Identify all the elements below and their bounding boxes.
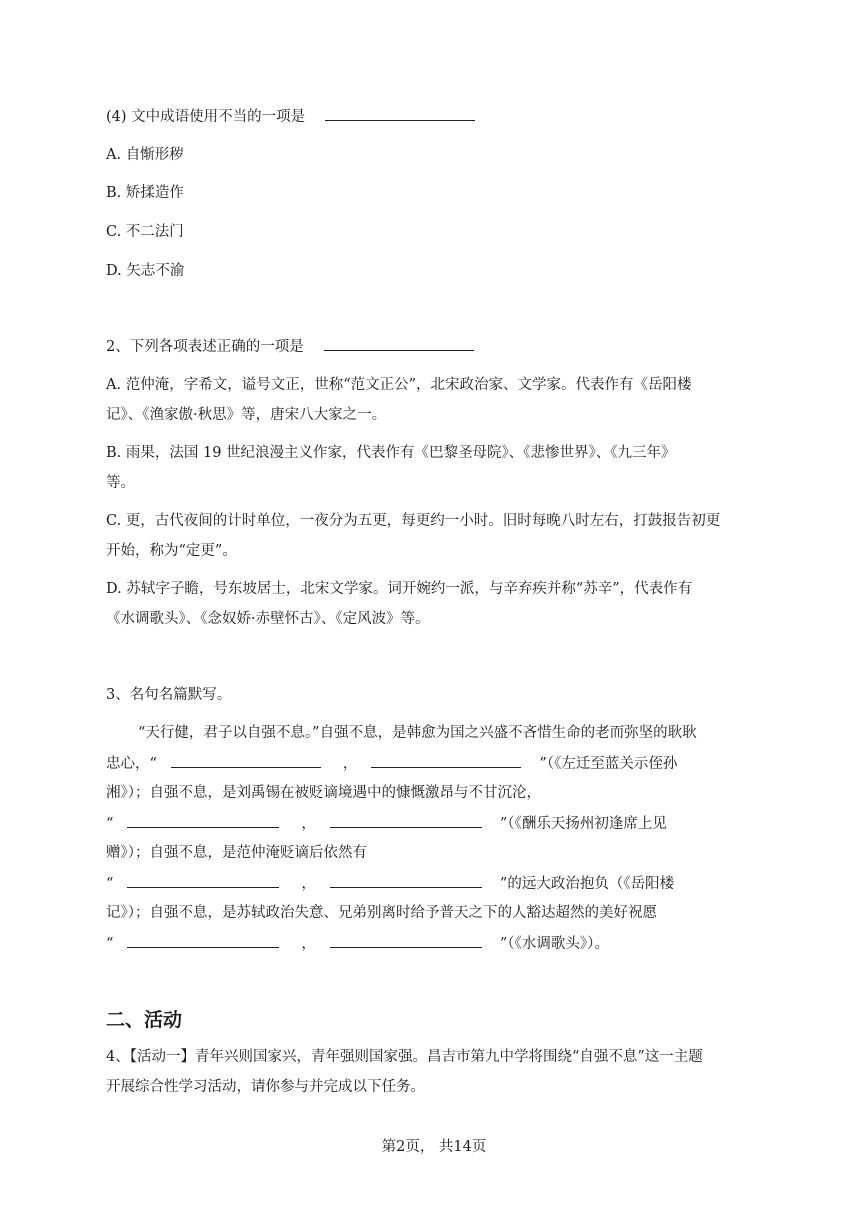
q2-option-b-line1: B. 雨果，法国 19 世纪浪漫主义作家，代表作有《巴黎圣母院》、《悲惨世界》、《九三年》 (106, 445, 676, 461)
q2-option-d-line1: D. 苏轼字子瞻，号东坡居士，北宋文学家。词开婉约一派，与辛弃疾并称“苏辛”，代表作有 (106, 581, 693, 597)
option-b: B. 矫揉造作 (106, 185, 184, 201)
fill-blank[interactable] (127, 933, 279, 948)
answer-blank[interactable] (324, 336, 474, 351)
question-3-stem: 3、名句名篇默写。 (106, 687, 232, 703)
q2-option-a-line2: 记》、《渔家傲·秋思》等，唐宋八大家之一。 (106, 407, 387, 423)
fill-blank[interactable] (371, 753, 521, 768)
q2-option-a-line1: A. 范仲淹，字希文，谥号文正，世称“范文正公”，北宋政治家、文学家。代表作有《岳阳楼 (106, 377, 692, 393)
q3-line-3: 湘》）；自强不息，是刘禹锡在被贬谪境遇中的慷慨激昂与不甘沉沦， (106, 785, 541, 801)
q3-line-5: 赠》）；自强不息，是范仲淹贬谪后依然有 (106, 845, 367, 861)
option-d: D. 矢志不渝 (106, 263, 185, 279)
option-c: C. 不二法门 (106, 224, 184, 240)
fill-blank[interactable] (330, 933, 482, 948)
fill-blank[interactable] (127, 873, 279, 888)
q2-option-b-line2: 等。 (106, 475, 135, 491)
q4-line-2: 开展综合性学习活动，请你参与并完成以下任务。 (106, 1079, 425, 1095)
q2-option-c-line1: C. 更，古代夜间的计时单位，一夜分为五更，每更约一小时。旧时每晚八时左右，打鼓报告初更 (106, 513, 721, 529)
q3-line-2: 忠心，“ ， ”（《左迁至蓝关示侄孙 (106, 753, 677, 774)
q2-option-d-line2: 《水调歌头》、《念奴娇·赤壁怀古》、《定风波》等。 (106, 611, 430, 627)
section-heading: 二、活动 (106, 1009, 183, 1031)
question-4-stem: (4) 文中成语使用不当的一项是 (106, 106, 475, 127)
q3-line-6: “ ， ”的远大政治抱负（《岳阳楼 (106, 873, 674, 894)
q3-line-8: “ ， ”（《水调歌头》）。 (106, 933, 609, 954)
fill-blank[interactable] (330, 813, 482, 828)
fill-blank[interactable] (127, 813, 279, 828)
option-a: A. 自惭形秽 (106, 147, 184, 163)
page-footer: 第2页， 共14页 (381, 1139, 487, 1155)
q2-option-c-line2: 开始，称为“定更”。 (106, 543, 237, 559)
q3-line-4: “ ， ”（《酬乐天扬州初逢席上见 (106, 813, 667, 834)
fill-blank[interactable] (330, 873, 482, 888)
fill-blank[interactable] (171, 753, 321, 768)
question-2-stem: 2、下列各项表述正确的一项是 (106, 336, 474, 357)
answer-blank[interactable] (325, 106, 475, 121)
q4-line-1: 4、【活动一】青年兴则国家兴，青年强则国家强。昌吉市第九中学将围绕“自强不息”这一主题 (106, 1049, 703, 1065)
q3-line-7: 记》）；自强不息，是苏轼政治失意、兄弟别离时给予普天之下的人豁达超然的美好祝愿 (106, 905, 657, 921)
q3-line-1: “天行健，君子以自强不息。”自强不息，是韩愈为国之兴盛不吝惜生命的老而弥坚的耿耿 (138, 725, 697, 741)
